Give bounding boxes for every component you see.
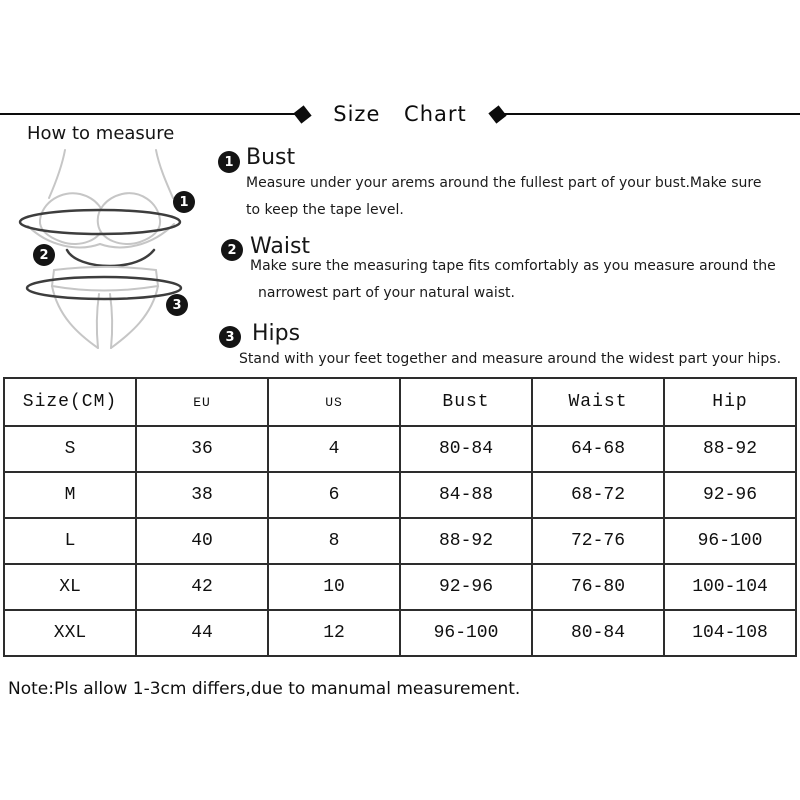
waist-step-badge: 2 [221,239,243,261]
bust-step-badge: 1 [218,151,240,173]
waist-measure-arc [67,250,154,266]
table-row-xxl [4,610,796,656]
table-row-m [4,472,796,518]
waist-section-label: Waist [250,234,311,259]
cell-bust: 96-100 [400,610,532,656]
table-row-l [4,518,796,564]
cell-hip: 92-96 [664,472,796,518]
cell-us: 8 [268,518,400,564]
cell-waist: 64-68 [532,426,664,472]
cell-size: S [4,426,136,472]
page-title: Size Chart [333,102,467,126]
bust-text-line1: Measure under your arems around the fullest part of your bust.Make sure [246,175,762,191]
figure-badge-3: 3 [166,294,188,316]
cell-size: XXL [4,610,136,656]
cell-hip: 96-100 [664,518,796,564]
hips-step-badge: 3 [219,326,241,348]
cell-hip: 88-92 [664,426,796,472]
cell-eu: 36 [136,426,268,472]
col-header-size: Size(CM) [4,378,136,426]
col-header-eu: EU [136,378,268,426]
hips-section-text [239,346,781,373]
diamond-icon-left [294,105,312,123]
cell-eu: 40 [136,518,268,564]
cell-bust: 88-92 [400,518,532,564]
cell-waist: 76-80 [532,564,664,610]
cell-us: 12 [268,610,400,656]
cell-hip: 104-108 [664,610,796,656]
size-table [3,377,797,657]
waist-section-text [250,253,776,307]
col-header-bust: Bust [400,378,532,426]
cell-bust: 80-84 [400,426,532,472]
bust-text-line2: to keep the tape level. [246,202,404,218]
figure-badge-2: 2 [33,244,55,266]
figure-badge-1: 1 [173,191,195,213]
waist-text-line1: Make sure the measuring tape fits comfortably as you measure around the [250,258,776,274]
divider-line-right [504,113,800,115]
table-row-xl [4,564,796,610]
how-to-measure-heading: How to measure [27,123,175,144]
hips-section-label: Hips [252,321,301,346]
cell-size: M [4,472,136,518]
cell-bust: 92-96 [400,564,532,610]
bust-section-label: Bust [246,145,296,170]
cell-hip: 100-104 [664,564,796,610]
cell-eu: 42 [136,564,268,610]
size-table-header-row [4,378,796,426]
col-header-hip: Hip [664,378,796,426]
cell-eu: 38 [136,472,268,518]
cell-waist: 72-76 [532,518,664,564]
cell-bust: 84-88 [400,472,532,518]
cell-waist: 80-84 [532,610,664,656]
divider-line-left [0,113,296,115]
cell-size: L [4,518,136,564]
cell-us: 10 [268,564,400,610]
cell-waist: 68-72 [532,472,664,518]
bust-section-text [246,170,761,224]
table-row-s [4,426,796,472]
measurement-note: Note:Pls allow 1-3cm differs,due to manumal measurement. [8,679,521,699]
diamond-icon-right [488,105,506,123]
col-header-us: US [268,378,400,426]
waist-text-line2: narrowest part of your natural waist. [258,285,515,301]
cell-us: 4 [268,426,400,472]
cell-us: 6 [268,472,400,518]
col-header-waist: Waist [532,378,664,426]
cell-eu: 44 [136,610,268,656]
cell-size: XL [4,564,136,610]
hips-text-line1: Stand with your feet together and measure around the widest part your hips. [239,351,782,367]
